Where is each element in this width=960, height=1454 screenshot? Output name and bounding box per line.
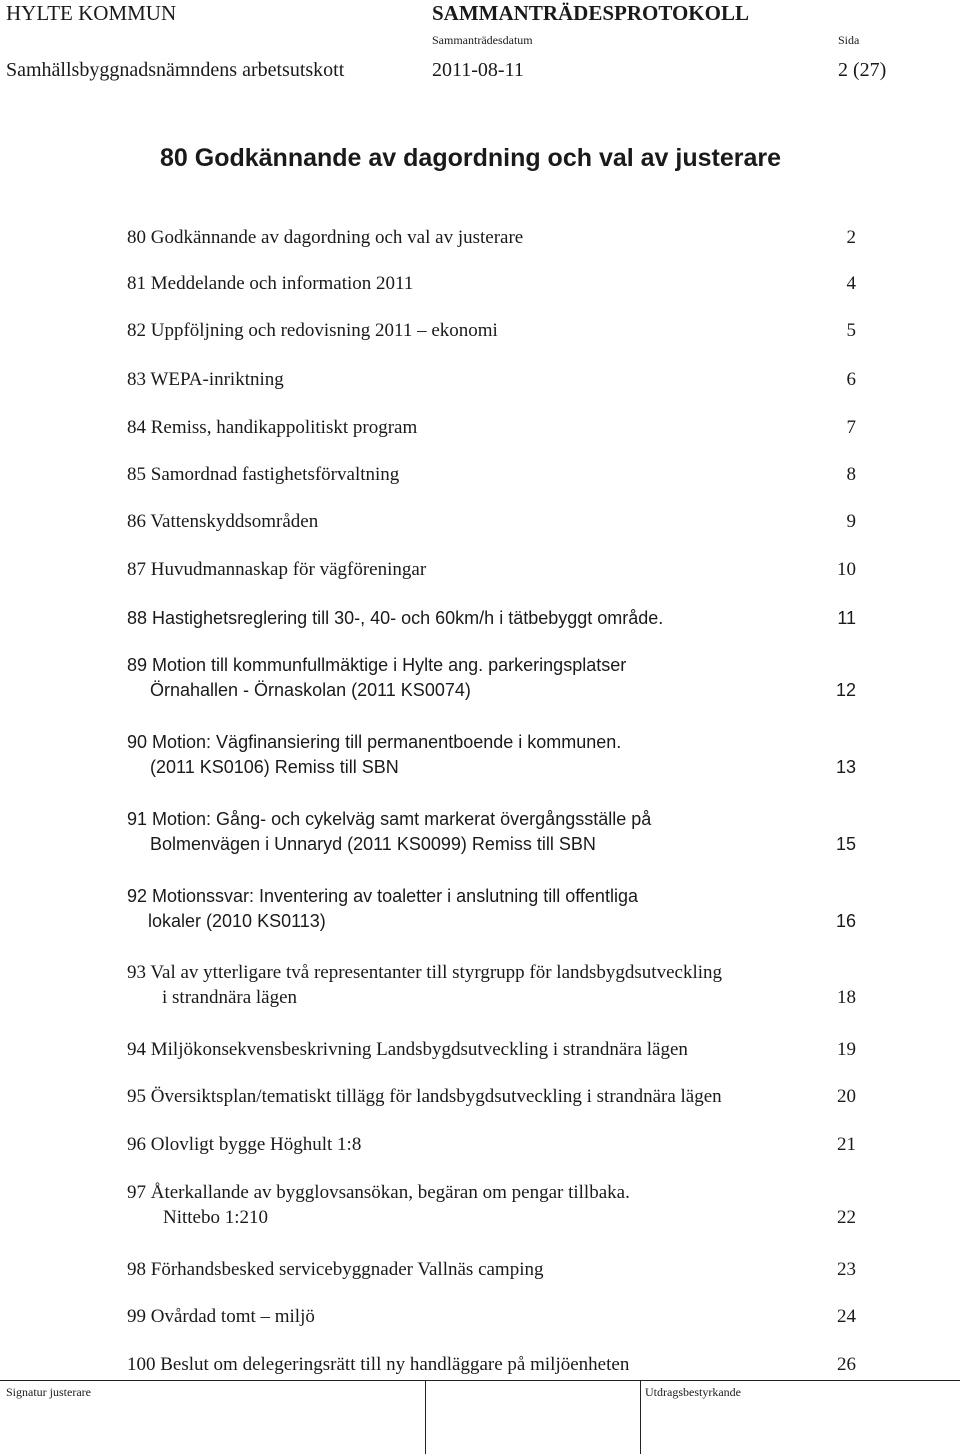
agenda-item-title: 100 Beslut om delegeringsrätt till ny handläggare på miljöenheten [127,1354,630,1375]
agenda-item-continuation: Nittebo 1:210 [163,1207,269,1228]
agenda-item-page: 5 [846,320,856,341]
agenda-item-title: 90 Motion: Vägfinansiering till permanentboende i kommunen. [127,732,622,752]
agenda-item-title: 87 Huvudmannaskap för vägföreningar [127,559,427,580]
agenda-item-page: 6 [846,369,856,390]
agenda-item-page: 26 [837,1354,856,1375]
agenda-item-page: 15 [835,834,856,854]
agenda-item-page: 8 [846,464,856,485]
agenda-item-page: 12 [835,680,856,700]
agenda-item-title: 82 Uppföljning och redovisning 2011 – ekonomi [127,320,498,341]
page-number: 2 (27) [838,59,887,81]
agenda-item-page: 16 [835,911,856,931]
agenda-item-page: 23 [837,1259,856,1280]
agenda-item-page: 11 [837,608,856,628]
agenda-item-title: 95 Översiktsplan/tematiskt tillägg för landsbygdsutveckling i strandnära lägen [127,1086,722,1107]
agenda-item-page: 9 [846,511,856,532]
agenda-item-page: 18 [837,987,856,1008]
page-title: 80 Godkännande av dagordning och val av justerare [160,144,782,172]
agenda-item-title: 99 Ovårdad tomt – miljö [127,1306,315,1327]
agenda-item-title: 89 Motion till kommunfullmäktige i Hylte ang. parkeringsplatser [127,655,627,675]
extract-certification-label: Utdragsbestyrkande [645,1385,741,1399]
agenda-item-continuation: i strandnära lägen [162,987,298,1008]
document-type: SAMMANTRÄDESPROTOKOLL [432,1,749,25]
footer-divider [0,1380,960,1381]
agenda-item-title: 83 WEPA-inriktning [127,369,284,390]
agenda-item-page: 21 [837,1134,856,1155]
agenda-item-page: 19 [837,1039,856,1060]
agenda-item-page: 2 [846,227,856,248]
agenda-item-title: 86 Vattenskyddsområden [127,511,319,532]
footer-column-divider [640,1380,641,1454]
committee-name: Samhällsbyggnadsnämndens arbetsutskott [6,59,345,81]
agenda-item-continuation: (2011 KS0106) Remiss till SBN [150,757,399,777]
meeting-date: 2011-08-11 [432,59,524,81]
agenda-item-title: 85 Samordnad fastighetsförvaltning [127,464,400,485]
agenda-item-title: 92 Motionssvar: Inventering av toaletter i anslutning till offentliga [127,886,638,906]
agenda-item-continuation: lokaler (2010 KS0113) [148,911,326,931]
agenda-item-title: 88 Hastighetsreglering till 30-, 40- och 60km/h i tätbebyggt område. [127,608,664,628]
agenda-item-title: 84 Remiss, handikappolitiskt program [127,417,418,438]
agenda-item-continuation: Örnahallen - Örnaskolan (2011 KS0074) [150,680,471,700]
agenda-item-title: 94 Miljökonsekvensbeskrivning Landsbygdsutveckling i strandnära lägen [127,1039,688,1060]
agenda-item-page: 20 [837,1086,856,1107]
agenda-item-page: 13 [835,757,856,777]
agenda-item-title: 80 Godkännande av dagordning och val av justerare [127,227,524,248]
agenda-item-page: 7 [846,417,856,438]
agenda-item-title: 81 Meddelande och information 2011 [127,273,414,294]
municipality-name: HYLTE KOMMUN [6,1,177,25]
date-label: Sammanträdesdatum [432,33,533,47]
signature-label: Signatur justerare [6,1385,91,1399]
agenda-item-title: 93 Val av ytterligare två representanter till styrgrupp för landsbygdsutveckling [127,962,723,983]
footer-column-divider [425,1380,426,1454]
agenda-item-page: 22 [837,1207,856,1228]
agenda-item-continuation: Bolmenvägen i Unnaryd (2011 KS0099) Remiss till SBN [150,834,596,854]
agenda-item-page: 4 [846,273,856,294]
agenda-item-title: 97 Återkallande av bygglovsansökan, begäran om pengar tillbaka. [127,1182,630,1203]
page-label: Sida [838,33,860,47]
agenda-item-title: 96 Olovligt bygge Höghult 1:8 [127,1134,362,1155]
agenda-item-title: 91 Motion: Gång- och cykelväg samt markerat övergångsställe på [127,809,652,829]
agenda-item-page: 24 [837,1306,856,1327]
agenda-item-title: 98 Förhandsbesked servicebyggnader Vallnäs camping [127,1259,544,1280]
agenda-item-page: 10 [837,559,856,580]
